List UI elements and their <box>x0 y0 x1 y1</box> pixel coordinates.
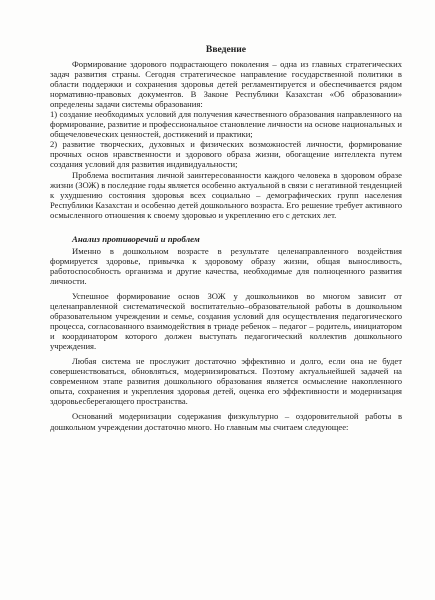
problem-paragraph: Проблема воспитания личной заинтересованности каждого человека в здоровом образе жизни (ЗОЖ) в последние годы является особенно актуальной в связи с негативной тенденцией к ухудшению состояния здоровья всех социально – демографических групп населения Республики Казахстан и особенно детей дошкольного возраста. Его решение требует активного осмысленного отношения к своему здоровью и укреплению его с детских лет. <box>50 169 402 220</box>
section-paragraph-1: Именно в дошкольном возрасте в результате целенаправленного воздействия формируется здоровье, привычка к здоровому образу жизни, общая выносливость, работоспособность организма и другие качества, необходимые для полноценного развития личности. <box>50 245 402 286</box>
section-title: Анализ противоречий и проблем <box>72 233 200 244</box>
task-item-1: 1) создание необходимых условий для получения качественного образования направленного на формирование, развитие и профессиональное становление личности на основе национальных и общечеловеческих ценностей, достижений и практики; <box>50 109 402 140</box>
section-paragraph-4: Оснований модернизации содержания физкультурно – оздоровительной работы в дошкольном учреждении достаточно много. Но главным мы считаем следующее: <box>50 411 402 432</box>
section-paragraph-2: Успешное формирование основ ЗОЖ у дошкольников во многом зависит от целенаправленной систематической воспитательно–образовательной работы в дошкольном образовательном учреждении и семье, создания условий для осуществления педагогического процесса, согласованного взаимодействия в триаде ребенок – педагог – родитель, инициатором и координатором которого должен выступать педагогический коллектив дошкольного учреждения. <box>50 290 402 352</box>
document-title: Введение <box>205 44 247 55</box>
intro-paragraph: Формирование здорового подрастающего поколения – одна из главных стратегических задач развития страны. Сегодня стратегическое направление государственной политики в области поддержки и сохранения здоровья детей регламентируется и обеспечивается рядом нормативно-правовых документов. В Законе Республики Казахстан «Об образовании» определены задачи системы образования: <box>50 59 402 110</box>
task-item-2: 2) развитие творческих, духовных и физических возможностей личности, формирование прочных основ нравственности и здорового образа жизни, обогащение интеллекта путем создания условий для развития индивидуальности; <box>50 139 402 170</box>
document-body <box>50 44 402 432</box>
section-paragraph-3: Любая система не прослужит достаточно эффективно и долго, если она не будет совершенствоваться, обновляться, модернизироваться. Поэтому актуальнейшей задачей на современном этапе развития дошкольного образования является осмысление накопленного опыта, сохранения и укрепления здоровья детей, оценка его эффективности и модернизация здоровьесберегающего пространства. <box>50 356 402 407</box>
